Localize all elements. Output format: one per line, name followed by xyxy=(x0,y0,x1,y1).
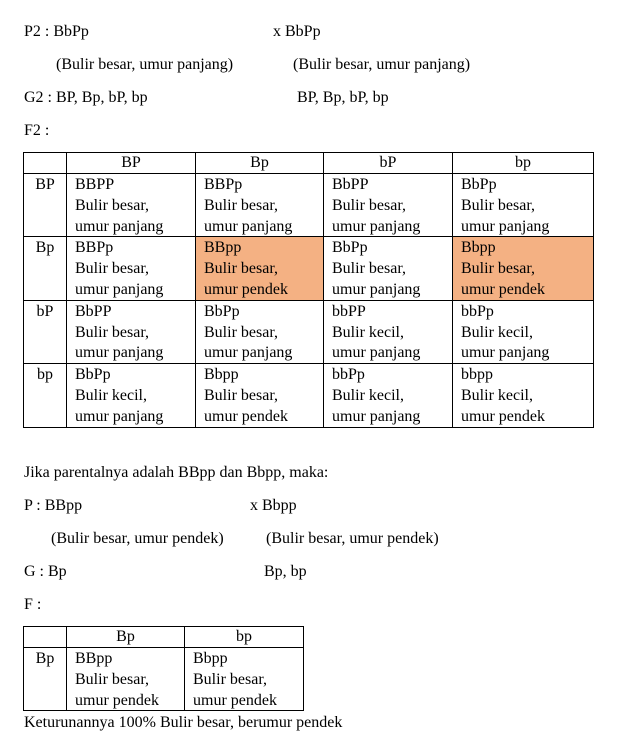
phenotype-age: umur panjang xyxy=(461,217,550,235)
phenotype-age: umur panjang xyxy=(75,344,164,362)
genotype: bbPP xyxy=(332,302,366,320)
offspring-cell xyxy=(196,300,324,363)
table-row xyxy=(24,364,594,427)
offspring-cell-highlighted xyxy=(453,237,594,300)
table-row xyxy=(24,648,304,711)
phenotype-size: Bulir besar, xyxy=(75,323,150,341)
cross1-filial-label: F2 : xyxy=(24,122,50,139)
column-header: bp xyxy=(453,153,594,174)
offspring-cell xyxy=(324,364,453,427)
cross1-parent-phenotype-left: (Bulir besar, umur panjang) xyxy=(56,56,234,73)
phenotype-size: Bulir kecil, xyxy=(75,386,147,404)
phenotype-age: umur panjang xyxy=(332,344,421,362)
phenotype-age: umur pendek xyxy=(204,407,288,425)
genotype: BbPp xyxy=(204,302,240,320)
phenotype-age: umur pendek xyxy=(204,280,288,298)
offspring-cell xyxy=(67,364,196,427)
offspring-cell xyxy=(185,648,304,711)
cross1-parent-cross: x BbPp xyxy=(273,23,321,40)
offspring-cell xyxy=(67,300,196,363)
genotype: BbPP xyxy=(75,302,112,320)
row-header: bP xyxy=(24,300,67,363)
phenotype-age: umur panjang xyxy=(332,407,421,425)
phenotype-age: umur panjang xyxy=(461,344,550,362)
column-header: bp xyxy=(185,627,304,648)
offspring-cell xyxy=(453,174,594,237)
intro-text: Jika parentalnya adalah BBpp dan Bbpp, maka: xyxy=(24,464,329,481)
row-header: BP xyxy=(24,174,67,237)
phenotype-size: Bulir besar, xyxy=(204,386,279,404)
corner-cell xyxy=(24,627,67,648)
table-row xyxy=(24,174,594,237)
offspring-cell xyxy=(196,174,324,237)
cross2-filial-label: F : xyxy=(24,596,42,613)
offspring-cell xyxy=(453,364,594,427)
table-row xyxy=(24,300,594,363)
phenotype-size: Bulir besar, xyxy=(75,260,150,278)
phenotype-age: umur pendek xyxy=(193,691,277,709)
phenotype-size: Bulir besar, xyxy=(75,670,150,688)
cross1-parent-label: P2 : BbPp xyxy=(24,23,89,40)
phenotype-size: Bulir besar, xyxy=(332,260,407,278)
phenotype-age: umur panjang xyxy=(75,217,164,235)
punnett-table-f xyxy=(23,626,304,711)
offspring-cell xyxy=(67,237,196,300)
phenotype-size: Bulir besar, xyxy=(461,196,536,214)
phenotype-size: Bulir besar, xyxy=(204,323,279,341)
phenotype-size: Bulir kecil, xyxy=(332,323,404,341)
cross1-gamete-right: BP, Bp, bP, bp xyxy=(297,89,389,106)
cross2-parent-cross: x Bbpp xyxy=(250,497,297,514)
genotype: BBpp xyxy=(204,239,242,257)
punnett-table-f2 xyxy=(23,152,594,428)
cross1-parent-phenotype-right: (Bulir besar, umur panjang) xyxy=(293,56,471,73)
genotype: BBPP xyxy=(75,176,115,193)
offspring-cell xyxy=(67,648,185,711)
phenotype-size: Bulir kecil, xyxy=(461,323,533,341)
phenotype-age: umur panjang xyxy=(332,280,421,298)
column-header: Bp xyxy=(196,153,324,174)
phenotype-age: umur pendek xyxy=(461,280,545,298)
genotype: BbPP xyxy=(332,176,369,193)
offspring-cell xyxy=(67,174,196,237)
cross2-gamete-label: G : Bp xyxy=(24,563,67,580)
genotype: BBpp xyxy=(75,650,113,667)
phenotype-age: umur panjang xyxy=(75,407,164,425)
corner-cell xyxy=(24,153,67,174)
cross1-gamete-label: G2 : BP, Bp, bP, bp xyxy=(24,89,148,106)
cross2-parent-phenotype-right: (Bulir besar, umur pendek) xyxy=(266,530,439,547)
phenotype-size: Bulir besar, xyxy=(332,196,407,214)
table-row xyxy=(24,237,594,300)
genotype: BBPp xyxy=(204,176,243,193)
phenotype-age: umur panjang xyxy=(75,280,164,298)
offspring-cell xyxy=(453,300,594,363)
row-header: bp xyxy=(24,364,67,427)
genotype: Bbpp xyxy=(193,650,228,667)
phenotype-size: Bulir besar, xyxy=(461,260,536,278)
offspring-cell xyxy=(324,237,453,300)
phenotype-age: umur panjang xyxy=(204,217,293,235)
cross2-parent-phenotype-left: (Bulir besar, umur pendek) xyxy=(51,530,224,547)
phenotype-size: Bulir besar, xyxy=(75,196,150,214)
phenotype-size: Bulir besar, xyxy=(204,260,279,278)
genotype: bbpp xyxy=(461,366,493,384)
phenotype-age: umur pendek xyxy=(75,691,159,709)
phenotype-age: umur panjang xyxy=(332,217,421,235)
table-header-row xyxy=(24,153,594,174)
genotype: BbPp xyxy=(75,366,111,384)
genotype: BbPp xyxy=(332,239,368,257)
table-header-row xyxy=(24,627,304,648)
phenotype-age: umur panjang xyxy=(204,344,293,362)
genotype: BbPp xyxy=(461,176,497,193)
offspring-cell xyxy=(324,174,453,237)
column-header: BP xyxy=(67,153,196,174)
conclusion-text: Keturunannya 100% Bulir besar, berumur pendek xyxy=(24,714,343,731)
offspring-cell-highlighted xyxy=(196,237,324,300)
genotype: Bbpp xyxy=(461,239,496,257)
column-header: Bp xyxy=(67,627,185,648)
phenotype-age: umur pendek xyxy=(461,407,545,425)
phenotype-size: Bulir besar, xyxy=(204,196,279,214)
phenotype-size: Bulir kecil, xyxy=(461,386,533,404)
genotype: bbPp xyxy=(461,302,494,320)
cross2-parent-label: P : BBpp xyxy=(24,497,83,514)
cross2-gamete-right: Bp, bp xyxy=(264,563,307,580)
genotype: Bbpp xyxy=(204,366,239,384)
offspring-cell xyxy=(196,364,324,427)
genotype: bbPp xyxy=(332,366,365,384)
phenotype-size: Bulir kecil, xyxy=(332,386,404,404)
row-header: Bp xyxy=(24,237,67,300)
phenotype-size: Bulir besar, xyxy=(193,670,268,688)
row-header: Bp xyxy=(24,648,67,711)
column-header: bP xyxy=(324,153,453,174)
genotype: BBPp xyxy=(75,239,114,257)
offspring-cell xyxy=(324,300,453,363)
